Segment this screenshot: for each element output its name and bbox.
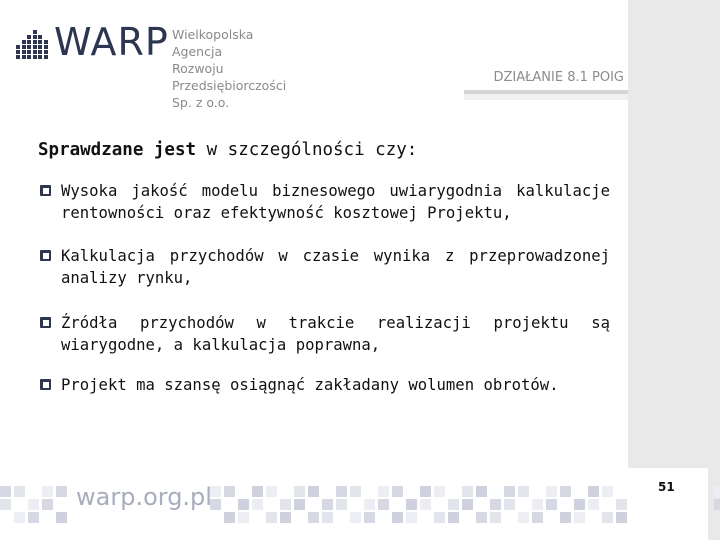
- logo-dots-icon: [16, 30, 50, 60]
- right-decor-strip: [628, 0, 720, 540]
- checkbox-bullet-icon: [40, 185, 51, 196]
- list-item: [40, 374, 610, 396]
- list-item-text: Projekt ma szansę osiągnąć zakładany wolumen obrotów.: [61, 376, 559, 394]
- list-item-text: Kalkulacja przychodów w czasie wynika z przeprowadzonej analizy rynku,: [61, 247, 610, 287]
- list-item: [40, 312, 610, 356]
- footer-url: warp.org.pl: [76, 483, 212, 511]
- list-item-text: Wysoka jakość modelu biznesowego uwiarygodnia kalkulacje rentowności oraz efektywność kosztowej Projektu,: [61, 182, 610, 222]
- heading-rest: w szczególności czy:: [196, 140, 418, 160]
- logo-subtitle-line2: Rozwoju Przedsiębiorczości Sp. z o.o.: [172, 61, 287, 110]
- page-heading: [38, 140, 417, 160]
- list-item-text: Źródła przychodów w trakcie realizacji projektu są wiarygodne, a kalkulacja poprawna,: [61, 314, 610, 354]
- page-number: 51: [658, 480, 675, 494]
- logo-subtitle: [172, 26, 286, 111]
- checkbox-bullet-icon: [40, 250, 51, 261]
- action-label: DZIAŁANIE 8.1 POIG: [493, 70, 624, 85]
- logo-subtitle-line1: Wielkopolska Agencja: [172, 27, 254, 59]
- logo-brand: WARP: [54, 20, 169, 64]
- checkbox-bullet-icon: [40, 379, 51, 390]
- page-number-box: [628, 468, 708, 540]
- action-underline-shadow: [464, 94, 628, 100]
- checkbox-bullet-icon: [40, 317, 51, 328]
- list-item: [40, 180, 610, 224]
- heading-bold: Sprawdzane jest: [38, 140, 197, 160]
- list-item: [40, 245, 610, 289]
